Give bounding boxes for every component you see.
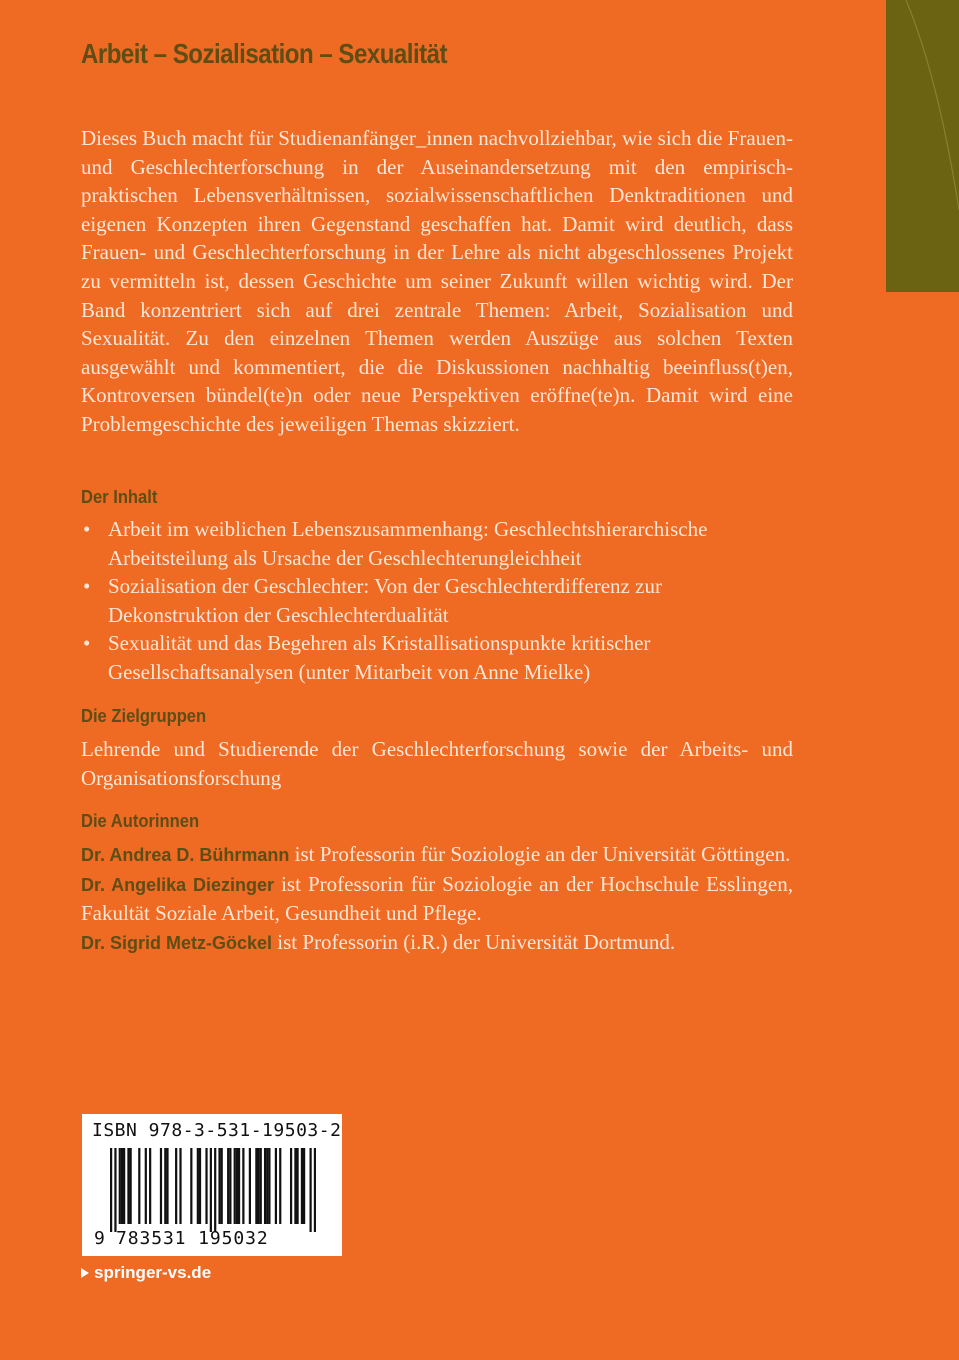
barcode-guard-bar: [110, 1148, 112, 1232]
barcode-bar: [249, 1148, 251, 1224]
barcode-bar: [303, 1148, 305, 1224]
contents-list: [81, 515, 793, 687]
arrow-icon: [81, 1268, 89, 1278]
barcode-bar: [218, 1148, 220, 1224]
barcode-bar: [149, 1148, 151, 1224]
barcode-bar: [268, 1148, 270, 1224]
authors-heading: Die Autorinnen: [81, 811, 200, 831]
contents-heading: Der Inhalt: [81, 487, 158, 507]
list-item-text: Arbeit im weiblichen Lebenszusammenhang: Geschlechtshierarchische Arbeitsteilung als Ursache der Geschlechterungleichheit: [108, 517, 708, 570]
barcode-bar: [227, 1148, 229, 1224]
author-entry: [81, 870, 793, 928]
barcode-bar: [138, 1148, 140, 1224]
barcode-bar: [264, 1148, 266, 1224]
barcode-guard-bar: [214, 1148, 216, 1232]
barcode-guard-bar: [314, 1148, 316, 1232]
bullet-glyph: •: [83, 631, 91, 656]
barcode-bar: [301, 1148, 303, 1224]
list-item: [81, 572, 793, 629]
barcode-bar: [121, 1148, 123, 1224]
barcode-bar: [197, 1148, 199, 1224]
barcode-bar: [205, 1148, 207, 1224]
barcode-bar: [229, 1148, 231, 1224]
barcode-bar: [199, 1148, 201, 1224]
barcode-bar: [175, 1148, 177, 1224]
barcode-bar: [179, 1148, 181, 1224]
barcode-bar: [279, 1148, 281, 1224]
barcode-bar: [266, 1148, 268, 1224]
barcode-bar: [130, 1148, 132, 1224]
barcode-bars: [110, 1148, 316, 1232]
barcode-bar: [145, 1148, 147, 1224]
decorative-curve: [886, 0, 959, 292]
isbn-barcode: [82, 1114, 342, 1256]
book-title: Arbeit – Sozialisation – Sexualität: [81, 38, 448, 69]
barcode-bar: [242, 1148, 244, 1224]
authors-list: [81, 840, 793, 957]
ean-first-digit: 9: [94, 1228, 105, 1249]
list-item: [81, 629, 793, 686]
author-description: ist Professorin für Soziologie an der Universität Göttingen.: [289, 842, 791, 866]
ean-digits: 783531 195032: [116, 1228, 269, 1249]
author-name: Dr. Sigrid Metz-Göckel: [81, 932, 273, 953]
publisher-link[interactable]: [81, 1263, 211, 1283]
barcode-bar: [275, 1148, 277, 1224]
barcode-bar: [166, 1148, 168, 1224]
author-description: ist Professorin für Soziologie an der Hochschule Esslingen, Fakultät Soziale Arbeit, Gesundheit und Pflege.: [81, 871, 793, 926]
barcode-bar: [190, 1148, 192, 1224]
barcode-bar: [164, 1148, 166, 1224]
list-item-text: Sozialisation der Geschlechter: Von der Geschlechterdifferenz zur Dekonstruktion der Geschlechterdualität: [108, 574, 662, 627]
barcode-bar: [255, 1148, 257, 1224]
book-description: Dieses Buch macht für Studienanfänger_innen nachvollziehbar, wie sich die Frauen- und Geschlechterforschung in der Auseinandersetzung mit den empirisch-praktischen Lebensverhältnissen, sozialwissenschaftlichen Denktraditionen und eigenen Konzepten ihren Gegenstand geschaffen hat. Damit wird deutlich, dass Frauen- und Geschlechterforschung in der Lehre als nicht abgeschlossenes Projekt zu vermitteln ist, dessen Geschichte um seiner Zukunft willen wichtig wird. Der Band konzentriert sich auf drei zentrale Themen: Arbeit, Sozialisation und Sexualität. Zu den einzelnen Themen werden Auszüge aus solchen Texten ausgewählt und kommentiert, die die Diskussionen nachhaltig beeinfluss(t)en, Kontroversen bündel(te)n oder neue Perspektiven eröffne(te)n. Damit wird eine Problemgeschichte des jeweiligen Themas skizziert.: [81, 126, 793, 436]
barcode-bar: [236, 1148, 238, 1224]
accent-block: [886, 0, 959, 292]
barcode-guard-bar: [114, 1148, 116, 1232]
barcode-bar: [221, 1148, 223, 1224]
target-groups-text: Lehrende und Studierende der Geschlechterforschung sowie der Arbeits- und Organisationsforschung: [81, 737, 793, 790]
barcode-guard-bar: [210, 1148, 212, 1232]
author-name: Dr. Angelika Diezinger: [81, 874, 275, 895]
barcode-bar: [260, 1148, 262, 1224]
barcode-bar: [160, 1148, 162, 1224]
barcode-bar: [123, 1148, 125, 1224]
barcode-guard-bar: [309, 1148, 311, 1232]
barcode-bar: [234, 1148, 236, 1224]
isbn-label: ISBN 978-3-531-19503-2: [92, 1120, 342, 1141]
barcode-bar: [296, 1148, 298, 1224]
author-entry: [81, 840, 793, 870]
publisher-url: springer-vs.de: [94, 1263, 212, 1282]
barcode-bar: [119, 1148, 121, 1224]
barcode-bar: [238, 1148, 240, 1224]
author-description: ist Professorin (i.R.) der Universität Dortmund.: [272, 929, 676, 954]
bullet-glyph: •: [83, 574, 91, 599]
author-name: Dr. Andrea D. Bührmann: [81, 845, 290, 865]
barcode-bar: [294, 1148, 296, 1224]
list-item-text: Sexualität und das Begehren als Kristallisationspunkte kritischer Gesellschaftsanalysen (unter Mitarbeit von Anne Mielke): [108, 631, 651, 684]
target-groups-heading: Die Zielgruppen: [81, 706, 207, 726]
author-entry: [81, 928, 793, 958]
barcode-bar: [257, 1148, 259, 1224]
bullet-glyph: •: [83, 517, 91, 541]
barcode-bar: [290, 1148, 292, 1224]
list-item: [81, 515, 793, 572]
barcode-bar: [127, 1148, 129, 1224]
